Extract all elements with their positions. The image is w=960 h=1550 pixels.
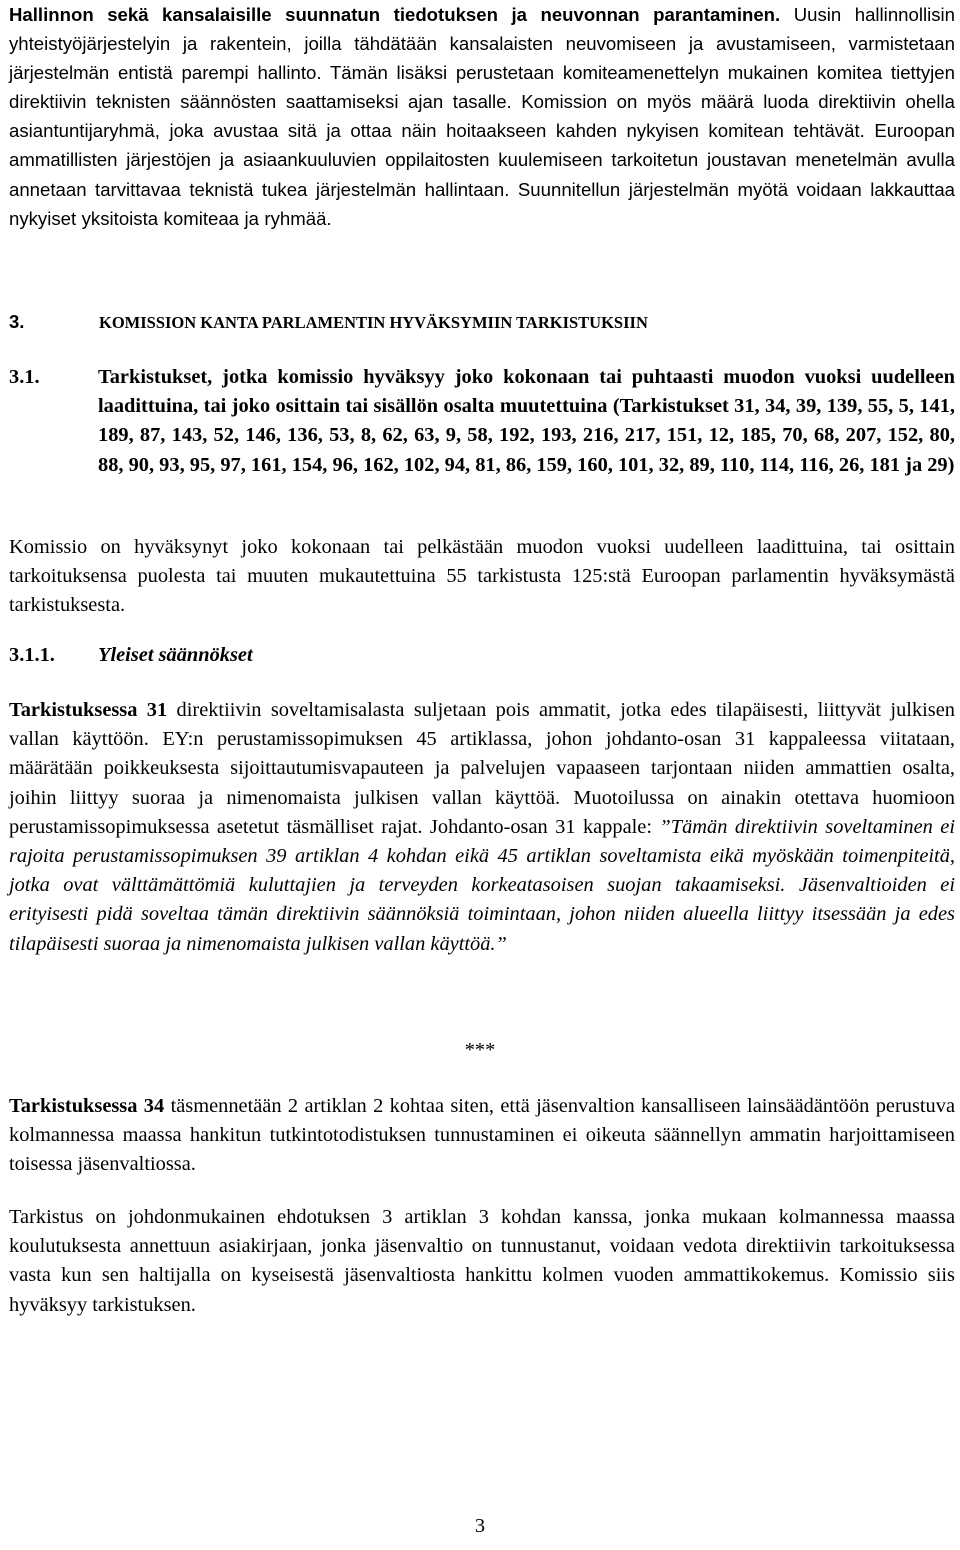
section-3-heading: [9, 311, 648, 334]
intro-body: Uusin hallinnollisin yhteistyöjärjestelyin ja rakentein, joilla tähdätään kansalaisten neuvomiseen ja avustamiseen, varmistetaan järjestelmän entistä parempi hallinto. Tämän lisäksi perustetaan komiteamenettelyn mukainen komitea tiettyjen direktiivin teknisten säännösten saattamiseksi ajan tasalle. Komission on myös määrä luoda direktiivin ohella asiantuntijaryhmä, joka avustaa sitä ja ottaa näin hoitaakseen kahden nykyisen komitean tehtävät. Euroopan ammatillisten järjestöjen ja asiaankuuluvien oppilaitosten kuulemiseen tarkoitetun joustavan menetelmän avulla annetaan tarvittavaa teknistä tukea järjestelmän hallintaan. Suunnitellun järjestelmän myötä voidaan lakkauttaa nykyiset yksitoista komiteaa ja ryhmää.: [9, 4, 955, 229]
paragraph-3-text: täsmennetään 2 artiklan 2 kohtaa siten, että jäsenvaltion kansalliseen lainsäädäntöön perustuva kolmannessa maassa hankitun tutkintotodistuksen tunnustaminen ei oikeuta säännellyn ammatin harjoittamiseen toisessa jäsenvaltiossa.: [9, 1095, 955, 1176]
section-3-title: KOMISSION KANTA PARLAMENTIN HYVÄKSYMIIN TARKISTUKSIIN: [99, 313, 648, 332]
section-3-1-heading: [9, 363, 955, 480]
section-3-number: 3.: [9, 311, 25, 332]
paragraph-2: [9, 696, 955, 959]
section-3-1-1-number: 3.1.1.: [9, 644, 55, 666]
section-3-1-1-title: Yleiset säännökset: [98, 644, 253, 666]
separator-stars: ***: [464, 1039, 496, 1061]
paragraph-2-quote: ”Tämän direktiivin soveltaminen ei rajoita perustamissopimuksen 39 artiklan 4 kohdan eikä 45 artiklan soveltamista eikä myöskään toimenpiteitä, jotka ovat välttämättömiä kuluttajien ja terveyden korkeatasoisen suojan takaamiseksi. Jäsenvaltioiden ei erityisesti pidä soveltaa tämän direktiivin säännöksiä toimintaan, johon niiden alueella liittyy itsessään ja edes tilapäisesti suoraa ja nimenomaista julkisen vallan käyttöä.”: [9, 815, 955, 955]
paragraph-2-lead: Tarkistuksessa 31: [9, 699, 168, 721]
section-3-1-title: Tarkistukset, jotka komissio hyväksyy joko kokonaan tai puhtaasti muodon vuoksi uudelleen laadittuina, tai joko osittain tai sisällön osalta muutettuina (Tarkistukset 31, 34, 39, 139, 55, 5, 141, 189, 87, 143, 52, 146, 136, 53, 8, 62, 63, 9, 58, 192, 193, 216, 217, 151, 12, 185, 70, 68, 207, 152, 80, 88, 90, 93, 95, 97, 161, 154, 96, 162, 102, 94, 81, 86, 159, 160, 101, 32, 89, 110, 114, 116, 26, 181 ja 29): [98, 366, 955, 476]
intro-lead: Hallinnon sekä kansalaisille suunnatun tiedotuksen ja neuvonnan parantaminen.: [9, 4, 781, 25]
paragraph-4: Tarkistus on johdonmukainen ehdotuksen 3 artiklan 3 kohdan kanssa, jonka mukaan kolmannessa maassa koulutuksesta annettuun asiakirjaan, jonka jäsenvaltio on tunnustanut, voidaan vedota direktiivin tarkoituksessa vasta kun sen haltijalla on kyseisestä jäsenvaltiosta hankittu kolmen vuoden ammattikokemus. Komissio siis hyväksyy tarkistuksen.: [9, 1206, 955, 1316]
paragraph-3-lead: Tarkistuksessa 34: [9, 1095, 165, 1117]
paragraph-1: Komissio on hyväksynyt joko kokonaan tai pelkästään muodon vuoksi uudelleen laadittuina, tai osittain tarkoituksensa puolesta tai muuten mukautettuina 55 tarkistusta 125:stä Euroopan parlamentin hyväksymästä tarkistuksesta.: [9, 536, 955, 617]
page-number: 3: [474, 1515, 486, 1537]
intro-paragraph: [9, 0, 955, 233]
section-3-1-number: 3.1.: [9, 366, 40, 388]
section-3-1-1-heading: [9, 644, 253, 667]
paragraph-2-text: direktiivin soveltamisalasta suljetaan pois ammatit, jotka edes tilapäisesti, liittyvät julkisen vallan käyttöön. EY:n perustamissopimuksen 45 artiklassa, johon johdanto-osan 31 kappaleessa viitataan, määrätään poikkeuksesta sijoittautumisvapauteen ja palvelujen vapaaseen tarjontaan niiden ammattien osalta, joihin liittyy suoraa ja nimenomaista julkisen vallan käyttöä. Muotoilussa on ainakin otettava huomioon perustamissopimuksessa asetetut täsmälliset rajat. Johdanto-osan 31 kappale:: [9, 699, 955, 838]
paragraph-3: [9, 1092, 955, 1180]
